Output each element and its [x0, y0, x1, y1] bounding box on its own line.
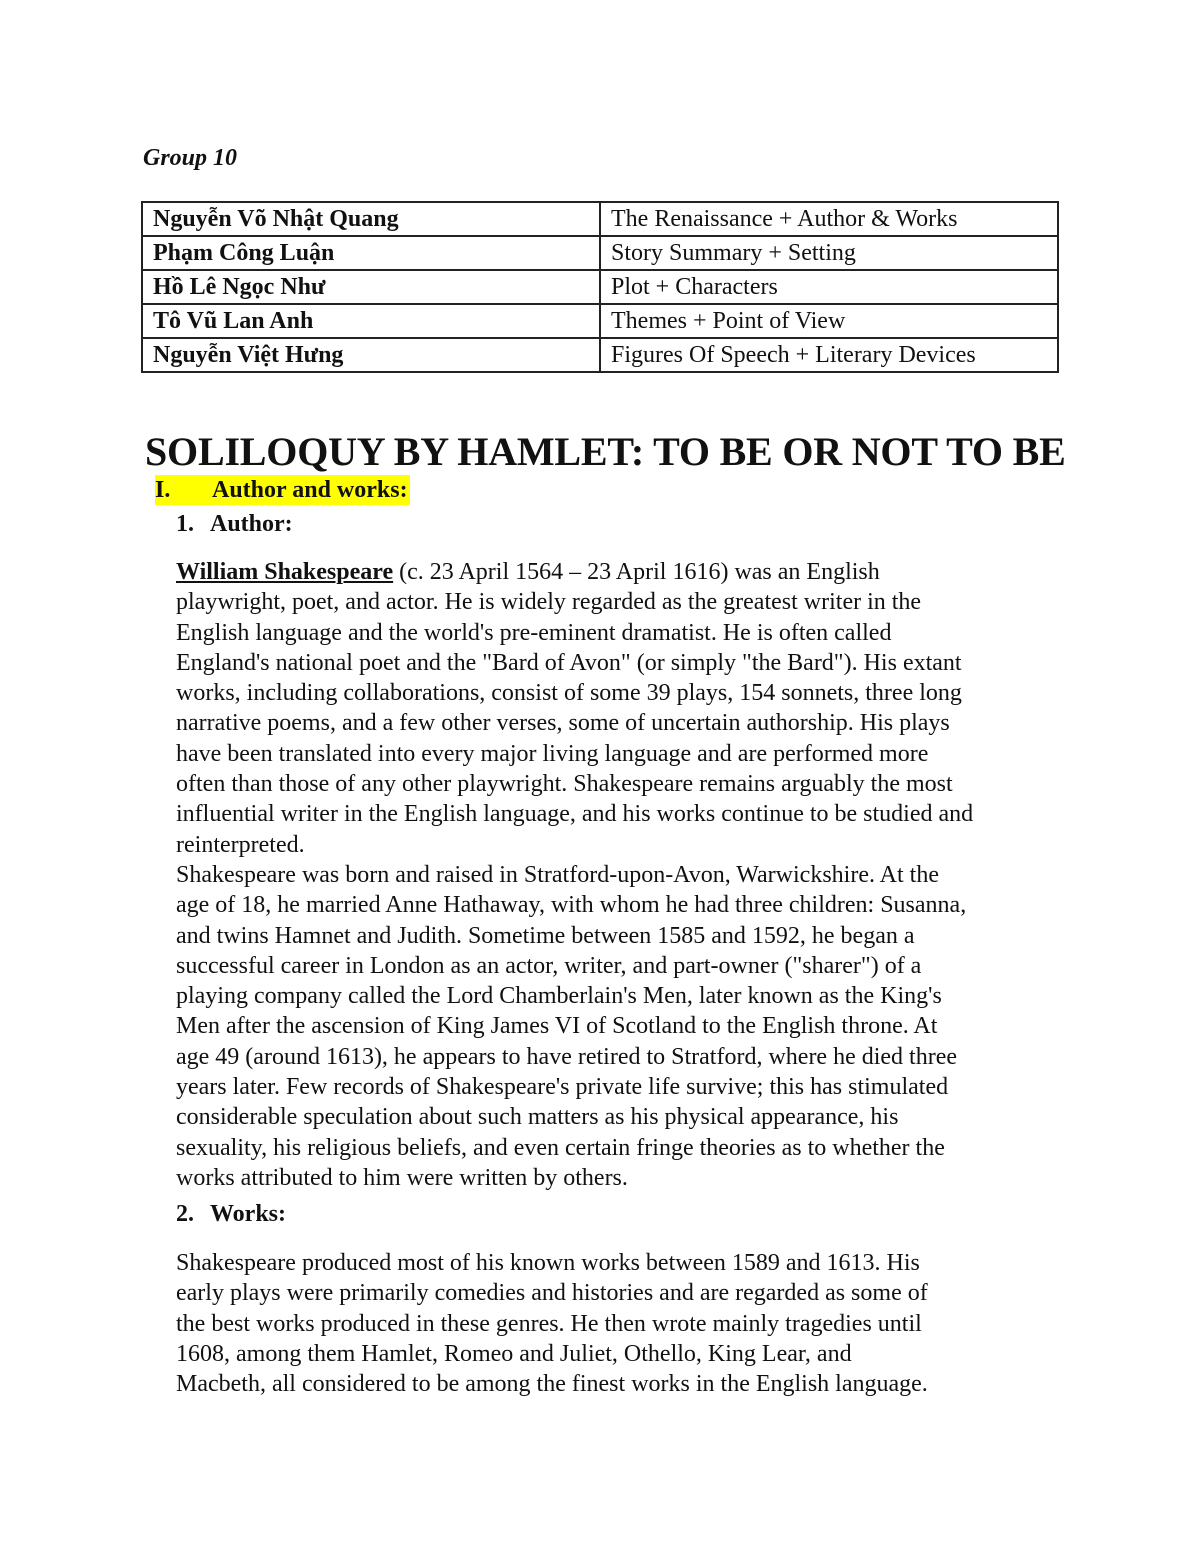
paragraph-line: Shakespeare was born and raised in Stratford-upon-Avon, Warwickshire. At the	[176, 861, 939, 888]
author-paragraph	[176, 557, 1062, 1193]
paragraph-line: age of 18, he married Anne Hathaway, with whom he had three children: Susanna,	[176, 892, 967, 919]
member-name: Tô Vũ Lan Anh	[142, 304, 600, 338]
paragraph-line: works, including collaborations, consist of some 39 plays, 154 sonnets, three long	[176, 680, 962, 707]
member-name: Phạm Công Luận	[142, 236, 600, 270]
author-name-link[interactable]: William Shakespeare	[176, 559, 394, 585]
member-name: Hồ Lê Ngọc Như	[142, 270, 600, 304]
paragraph-line: works attributed to him were written by others.	[176, 1164, 628, 1191]
table-row	[142, 338, 1058, 372]
paragraph-line: early plays were primarily comedies and histories and are regarded as some of	[176, 1280, 928, 1307]
works-paragraph	[176, 1248, 1062, 1399]
paragraph-line: narrative poems, and a few other verses, some of uncertain authorship. His plays	[176, 710, 950, 737]
table-row	[142, 270, 1058, 304]
paragraph-line: the best works produced in these genres. He then wrote mainly tragedies until	[176, 1310, 922, 1337]
table-row	[142, 304, 1058, 338]
table-row	[142, 236, 1058, 270]
member-name: Nguyễn Võ Nhật Quang	[142, 202, 600, 236]
paragraph-line: reinterpreted.	[176, 831, 305, 858]
member-name: Nguyễn Việt Hưng	[142, 338, 600, 372]
works-heading	[176, 1199, 286, 1229]
member-task: Themes + Point of View	[600, 304, 1058, 338]
works-heading-label: Works:	[210, 1201, 287, 1227]
paragraph-line: influential writer in the English language, and his works continue to be studied and	[176, 801, 974, 828]
member-task: Figures Of Speech + Literary Devices	[600, 338, 1058, 372]
paragraph-line: considerable speculation about such matters as his physical appearance, his	[176, 1104, 899, 1131]
paragraph-line: have been translated into every major living language and are performed more	[176, 740, 929, 767]
group-label: Group 10	[143, 145, 238, 171]
member-task-table	[141, 201, 1059, 373]
paragraph-line: sexuality, his religious beliefs, and even certain fringe theories as to whether the	[176, 1134, 945, 1161]
member-task: Story Summary + Setting	[600, 236, 1058, 270]
paragraph-line: English language and the world's pre-eminent dramatist. He is often called	[176, 619, 892, 646]
document-title: SOLILOQUY BY HAMLET: TO BE OR NOT TO BE	[145, 429, 1066, 474]
section-heading	[155, 475, 410, 505]
member-task: Plot + Characters	[600, 270, 1058, 304]
member-task: The Renaissance + Author & Works	[600, 202, 1058, 236]
paragraph-line: playing company called the Lord Chamberlain's Men, later known as the King's	[176, 983, 942, 1010]
works-heading-number: 2.	[176, 1201, 194, 1227]
paragraph-line: England's national poet and the "Bard of Avon" (or simply "the Bard"). His extant	[176, 649, 962, 676]
author-heading-label: Author:	[210, 511, 293, 537]
paragraph-line: playwright, poet, and actor. He is widely regarded as the greatest writer in the	[176, 589, 922, 616]
section-number: I.	[155, 477, 171, 503]
paragraph-line: William Shakespeare (c. 23 April 1564 – 23 April 1616) was an English	[176, 559, 880, 585]
author-heading-number: 1.	[176, 511, 194, 537]
paragraph-line: Men after the ascension of King James VI of Scotland to the English throne. At	[176, 1013, 938, 1040]
section-label: Author and works:	[212, 477, 408, 503]
paragraph-line: Shakespeare produced most of his known works between 1589 and 1613. His	[176, 1250, 920, 1276]
paragraph-line: age 49 (around 1613), he appears to have retired to Stratford, where he died three	[176, 1043, 958, 1070]
table-row	[142, 202, 1058, 236]
paragraph-line: successful career in London as an actor, writer, and part-owner ("sharer") of a	[176, 952, 922, 979]
paragraph-line: and twins Hamnet and Judith. Sometime between 1585 and 1592, he began a	[176, 922, 915, 949]
author-heading	[176, 509, 293, 539]
paragraph-line: 1608, among them Hamlet, Romeo and Juliet, Othello, King Lear, and	[176, 1340, 852, 1367]
paragraph-line: often than those of any other playwright. Shakespeare remains arguably the most	[176, 771, 953, 798]
paragraph-line: Macbeth, all considered to be among the finest works in the English language.	[176, 1371, 928, 1398]
paragraph-line: years later. Few records of Shakespeare's private life survive; this has stimulated	[176, 1074, 949, 1101]
